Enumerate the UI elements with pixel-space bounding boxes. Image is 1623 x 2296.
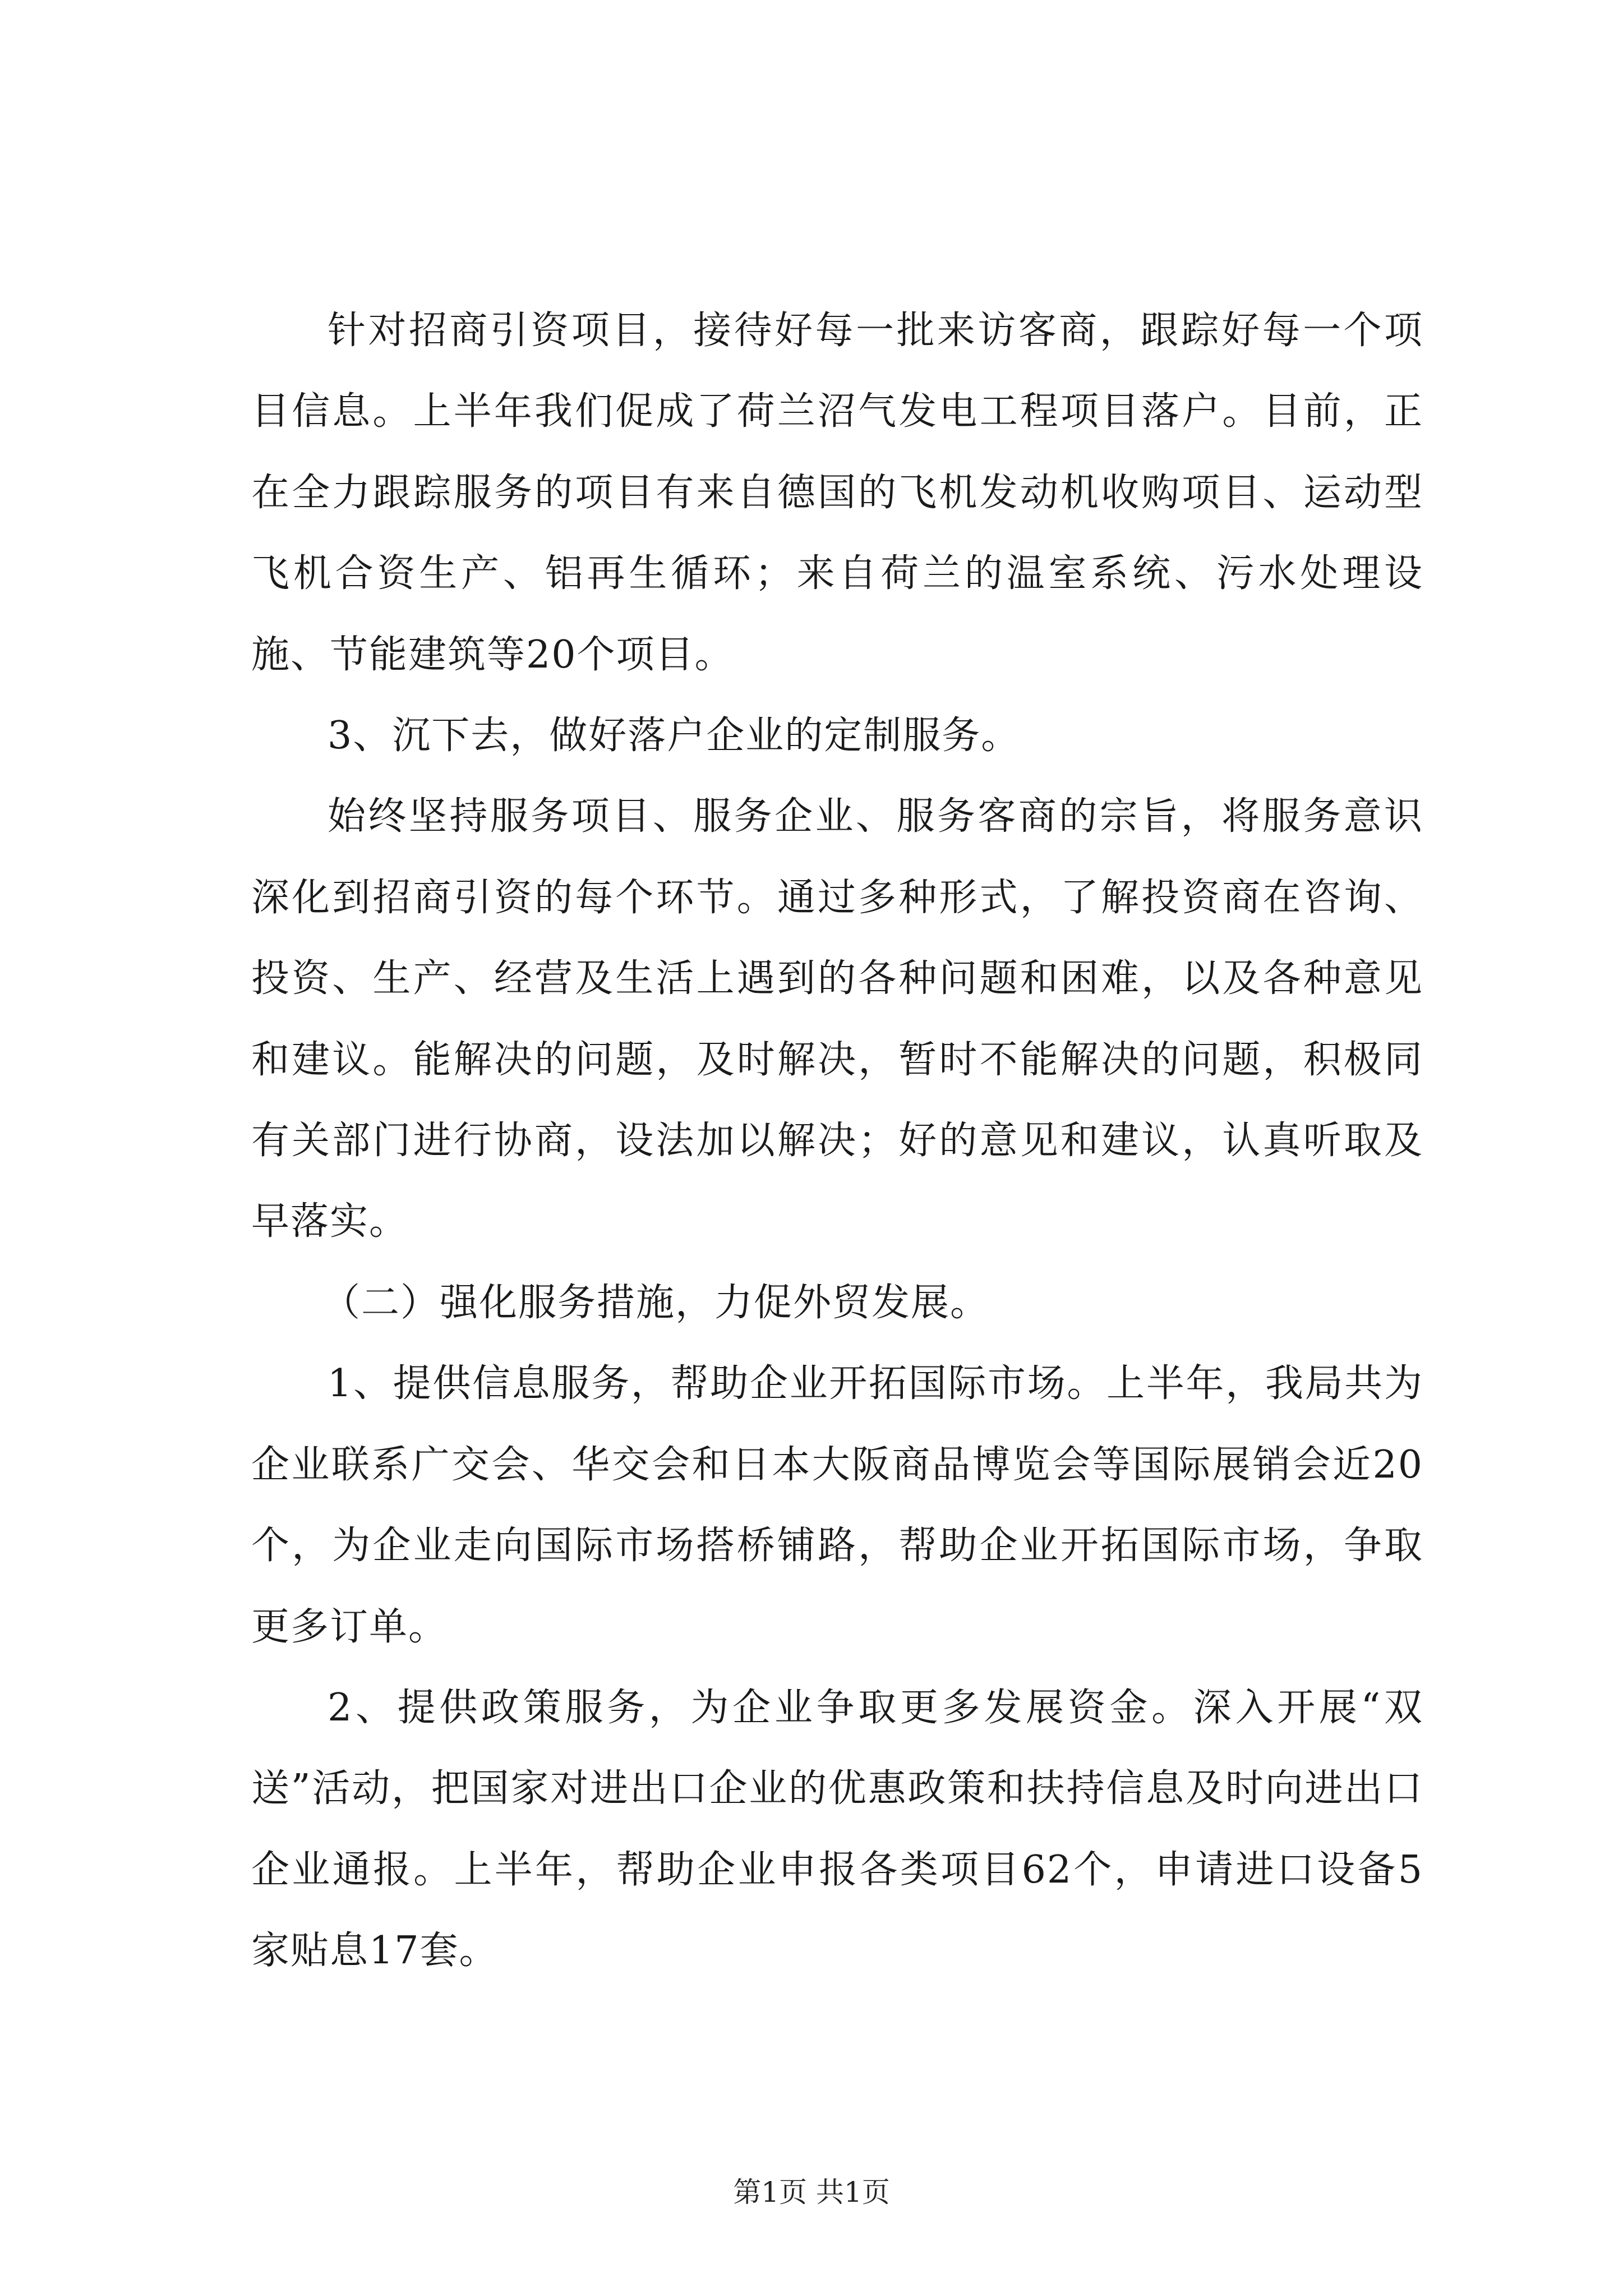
paragraph-information-service: 1、提供信息服务，帮助企业开拓国际市场。上半年，我局共为企业联系广交会、华交会和日本大阪商品博览会等国际展销会近20个，为企业走向国际市场搭桥铺路，帮助企业开拓国际市场，争取更多订单。 <box>251 1361 1423 1649</box>
paragraph-policy-service: 2、提供政策服务，为企业争取更多发展资金。深入开展“双送”活动，把国家对进出口企业的优惠政策和扶持信息及时向进出口企业通报。上半年，帮助企业申报各类项目62个，申请进口设备5家贴息17套。 <box>251 1685 1423 1973</box>
paragraph-section-3-heading: 3、沉下去，做好落户企业的定制服务。 <box>328 714 1021 758</box>
document-body <box>251 291 1423 1992</box>
paragraph-section-two-heading: （二）强化服务措施，力促外贸发展。 <box>322 1280 990 1325</box>
page-footer: 第1页 共1页 <box>733 2176 890 2208</box>
paragraph-service-principle: 始终坚持服务项目、服务企业、服务客商的宗旨，将服务意识深化到招商引资的每个环节。通过多种形式，了解投资商在咨询、投资、生产、经营及生活上遇到的各种问题和困难，以及各种意见和建议。能解决的问题，及时解决，暂时不能解决的问题，积极同有关部门进行协商，设法加以解决；好的意见和建议，认真听取及早落实。 <box>251 794 1423 1244</box>
paragraph-project-tracking: 针对招商引资项目，接待好每一批来访客商，跟踪好每一个项目信息。上半年我们促成了荷兰沼气发电工程项目落户。目前，正在全力跟踪服务的项目有来自德国的飞机发动机收购项目、运动型飞机合资生产、铝再生循环；来自荷兰的温室系统、污水处理设施、节能建筑等20个项目。 <box>251 309 1423 677</box>
